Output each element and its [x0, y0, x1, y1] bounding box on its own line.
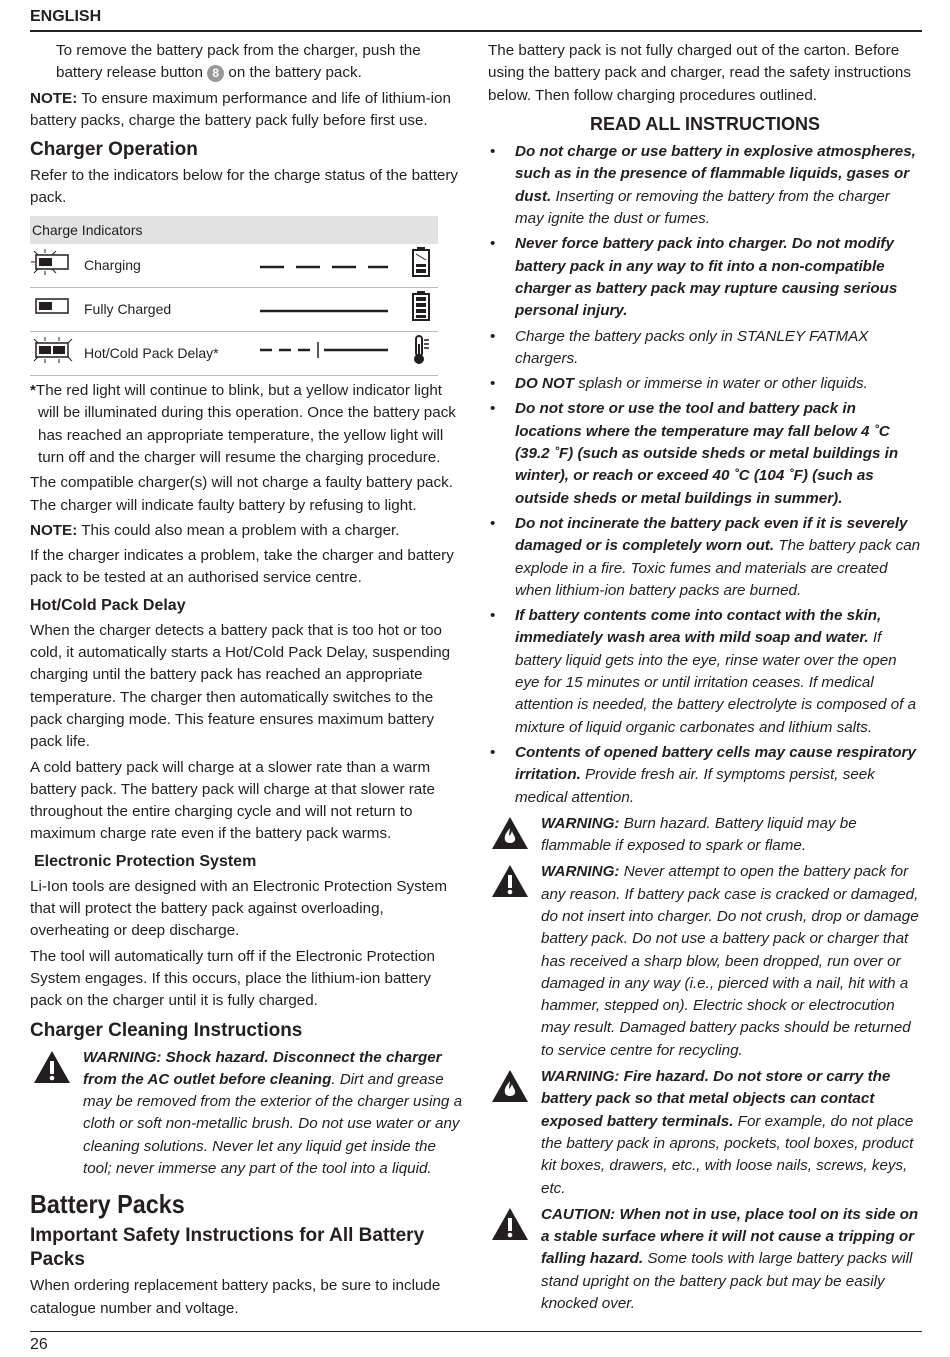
hot-cold-heading: Hot/Cold Pack Delay [30, 596, 186, 614]
bullet-text: Inserting or removing the battery from the charger may ignite the dust or fumes. [515, 187, 890, 228]
bullet-text: The battery pack can explode in a fire. Toxic fumes and materials are created when lithium-ion battery packs are burned. [515, 537, 921, 599]
charge-indicator-table [30, 216, 438, 376]
top-rule [30, 30, 922, 32]
cleaning-warning [30, 1047, 466, 1181]
thermometer-icon [404, 332, 438, 376]
bullet-bold: Do not charge or use battery in explosive atmospheres, such as in the presence of flammable liquids, gases or dust. [515, 143, 916, 205]
intro-text: The battery pack is not fully charged out of the carton. Before using the battery pack and charger, read the safety instructions below. Then follow charging procedures outlined. [488, 42, 911, 104]
release-paragraph [30, 40, 466, 85]
charger-operation-heading: Charger Operation [30, 139, 198, 161]
caution-block [488, 1204, 922, 1315]
warning-text: Some tools with large battery packs will stand upright on the battery pack but may be easily knocked over. [541, 1250, 913, 1313]
warning-text: Never attempt to open the battery pack for any reason. If battery pack case is cracked or damaged, do not insert into charger. Do not crush, drop or damage battery pack. Do not use a battery pack or charger that has received a sharp blow, been dropped, run over or damaged in any way (i.e., pierced with a nail, hit with a hammer, stepped on). Electric shock or electrocution may result. Damaged battery packs should be returned to service centre for recycling. [541, 863, 919, 1059]
warning-block [488, 1066, 922, 1200]
release-tail: on the battery pack. [228, 64, 362, 82]
release-text: To remove the battery pack from the charger, push the battery release button [56, 42, 421, 82]
left-column [30, 40, 466, 1323]
hot-cold-text-1: When the charger detects a battery pack that is too hot or too cold, it automatically starts a Hot/Cold Pack Delay, suspending charging until the battery pack has reached an appropriate temperature. The charger then automatically switches to the pack charging mode. This feature ensures maximum battery pack life. [30, 621, 451, 751]
footnote-text: The red light will continue to blink, but a yellow indicator light will be illuminated during this operation. Once the battery pack has reached an appropriate temperature, the yellow light will turn off and the charger will resume the charging procedure. [35, 382, 456, 466]
note-label: NOTE: [30, 89, 78, 107]
indicator-row-full [30, 288, 438, 332]
bullet-bold: Do not incinerate the battery pack even if it is severely damaged or is completely worn out. [515, 514, 908, 555]
note-text: This could also mean a problem with a charger. [81, 521, 400, 539]
warning-bold: CAUTION: When not in use, place tool on its side on a stable surface where it will not cause a tripping or falling hazard. [541, 1205, 919, 1268]
warning-bold: WARNING: [541, 863, 620, 881]
cleaning-heading: Charger Cleaning Instructions [30, 1019, 303, 1041]
list-item [488, 141, 922, 230]
led-double-blink-icon [30, 332, 84, 376]
exclamation-warning-icon [490, 1206, 530, 1249]
footnote-mark: * [30, 382, 36, 400]
safety-bullet-list [488, 141, 922, 809]
warning-bold: WARNING: [541, 814, 620, 832]
hot-cold-text-2: A cold battery pack will charge at a slower rate than a warm battery pack. The battery pack will charge at that slower rate throughout the entire charging cycle and will not return to maximum charge rate even if the battery pack warms. [30, 758, 435, 843]
list-item [488, 398, 922, 509]
dash-solid-line-graphic [254, 332, 404, 376]
indicator-label: Charging [84, 244, 254, 288]
bullet-text: Charge the battery packs only in STANLEY FATMAX chargers. [515, 327, 869, 367]
indicator-row-hotcold [30, 332, 438, 376]
list-item [488, 605, 922, 739]
list-item [488, 513, 922, 602]
eps-text-1: Li-Ion tools are designed with an Electronic Protection System that will protect the battery pack against overloading, overheating or deep discharge. [30, 877, 448, 940]
eps-heading: Electronic Protection System [34, 852, 257, 870]
bottom-rule [30, 1331, 922, 1332]
cleaning-warning-text: . Dirt and grease may be removed from the exterior of the charger using a cloth or soft non-metallic brush. Do not use water or any cleaning solutions. Never let any liquid get inside the tool; never immerse any part of the tool into a liquid. [83, 1070, 463, 1177]
charger-operation-text: Refer to the indicators below for the charge status of the battery pack. [30, 167, 459, 207]
eps-text-2: The tool will automatically turn off if the Electronic Protection System engages. If this occurs, place the lithium-ion battery pack on the charger until it is fully charged. [30, 947, 435, 1010]
warning-text: For example, do not place the battery pack in aprons, pockets, tool boxes, product kit boxes, drawers, etc., with loose nails, screws, keys, etc. [541, 1112, 914, 1197]
indicator-label: Fully Charged [84, 288, 254, 332]
led-solid-icon [30, 288, 84, 332]
faulty-pack-text: The compatible charger(s) will not charge a faulty battery pack. The charger will indicate faulty battery by refusing to light. [30, 474, 453, 514]
warning-bold: WARNING: Fire hazard. Do not store or carry the battery pack so that metal objects can contact exposed battery terminals. [541, 1068, 891, 1130]
list-item [488, 742, 922, 809]
bullet-bold: Contents of opened battery cells may cause respiratory irritation. [515, 743, 916, 784]
right-column [488, 40, 922, 1317]
fire-warning-icon [490, 815, 530, 858]
list-item [488, 373, 922, 395]
bullet-bold: Never force battery pack into charger. Do not modify battery pack in any way to fit into a non-compatible charger as battery pack may rupture causing serious personal injury. [515, 235, 898, 320]
bullet-text: Provide fresh air. If symptoms persist, seek medical attention. [515, 766, 875, 806]
solid-line-graphic [254, 288, 404, 332]
bullet-bold: DO NOT [515, 375, 575, 393]
list-item [488, 233, 922, 322]
warning-text: Burn hazard. Battery liquid may be flammable if exposed to spark or flame. [541, 814, 857, 855]
led-blinking-icon [30, 244, 84, 288]
note-label: NOTE: [30, 521, 78, 539]
warning-block [488, 861, 922, 1062]
fire-warning-icon [490, 1068, 530, 1111]
indicator-footnote [30, 380, 466, 469]
indicator-label: Hot/Cold Pack Delay* [84, 332, 254, 376]
problem-text: If the charger indicates a problem, take the charger and battery pack to be tested at an authorised service centre. [30, 547, 454, 587]
note-first-use [30, 88, 466, 133]
warning-block [488, 813, 922, 858]
battery-packs-heading: Battery Packs [30, 1189, 185, 1220]
bullet-text: splash or immerse in water or other liquids. [574, 375, 868, 393]
bullet-bold: Do not store or use the tool and battery pack in locations where the temperature may fall below 4 ˚C (39.2 ˚F) (such as outside sheds or metal buildings in winter), or reach or exceed 40 ˚C (104 ˚F) (such as outside sheds or metal buildings in summer). [515, 400, 899, 507]
indicator-table-header: Charge Indicators [30, 216, 438, 244]
bullet-bold: If battery contents come into contact with the skin, immediately wash area with mild soap and water. [515, 607, 882, 647]
ordering-text: When ordering replacement battery packs, be sure to include catalogue number and voltage. [30, 1277, 441, 1317]
battery-charging-icon [404, 244, 438, 288]
note-charger [30, 520, 466, 542]
page-number: 26 [30, 1336, 48, 1353]
exclamation-warning-icon [32, 1049, 72, 1092]
bullet-text: If battery liquid gets into the eye, rinse water over the open eye for 15 minutes or until irritation ceases. If medical attention is needed, the battery electrolyte is composed of a mixture of liquid organic carbonates and lithium salts. [515, 629, 917, 736]
list-item [488, 326, 922, 371]
read-all-heading: READ ALL INSTRUCTIONS [589, 113, 820, 134]
dashed-line-graphic [254, 244, 404, 288]
note-text: To ensure maximum performance and life of lithium-ion battery packs, charge the battery pack fully before first use. [30, 89, 451, 129]
indicator-row-charging [30, 244, 438, 288]
battery-full-icon [404, 288, 438, 332]
callout-badge: 8 [207, 65, 224, 82]
cleaning-warning-bold: WARNING: Shock hazard. Disconnect the charger from the AC outlet before cleaning [83, 1048, 442, 1088]
important-safety-heading: Important Safety Instructions for All Battery Packs [30, 1225, 425, 1271]
header-language: ENGLISH [30, 8, 102, 25]
exclamation-warning-icon [490, 863, 530, 906]
